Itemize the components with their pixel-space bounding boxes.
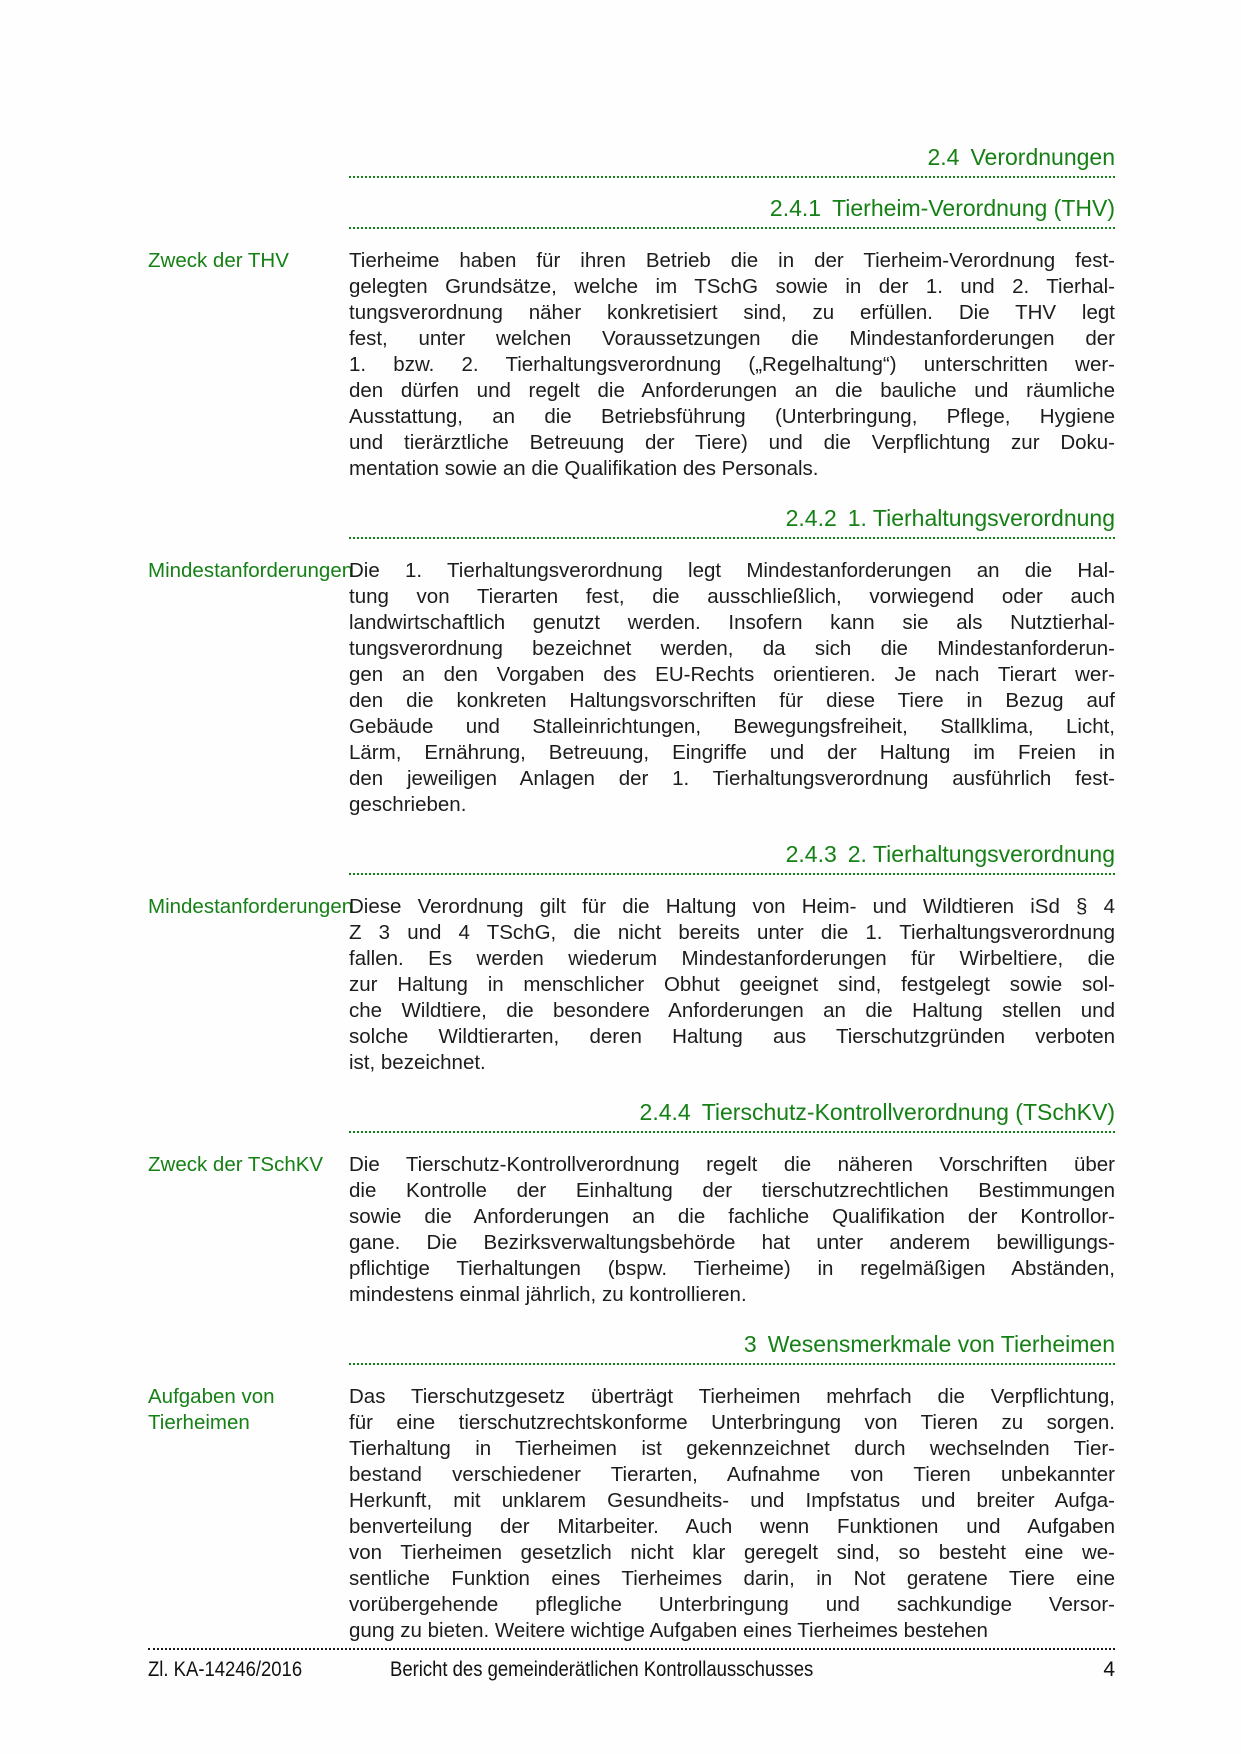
section-number: 2.4.2 [785,505,837,531]
text-line: geschrieben. [349,793,467,816]
section-heading-2-4-4 [349,1099,1115,1133]
text-line: fallen. Es werden wiederum Mindestanforderungen für Wirbeltiere, die [349,947,1115,970]
section-number: 2.4.4 [639,1099,691,1125]
text-line: Tierheime haben für ihren Betrieb die in der Tierheim-Verordnung fest- [349,249,1115,272]
text-line: tungsverordnung bezeichnet werden, da sich die Mindestanforderun- [349,637,1115,660]
text-line: den jeweiligen Anlagen der 1. Tierhaltungsverordnung ausführlich fest- [349,767,1115,790]
text-line: Diese Verordnung gilt für die Haltung von Heim- und Wildtieren iSd § 4 [349,895,1115,918]
margin-label-mindestanforderungen-2: Mindestanforderungen [148,895,354,918]
text-line: mentation sowie an die Qualifikation des Personals. [349,457,819,480]
text-line: solche Wildtierarten, deren Haltung aus Tierschutzgründen verboten [349,1025,1115,1048]
content-block-aufgaben [148,1384,1115,1644]
text-line: gane. Die Bezirksverwaltungsbehörde hat unter anderem bewilligungs- [349,1231,1115,1254]
text-line: Herkunft, mit unklarem Gesundheits- und Impfstatus und breiter Aufga- [349,1489,1115,1512]
section-title: 1. Tierhaltungsverordnung [847,505,1115,531]
text-line: die Kontrolle der Einhaltung der tierschutzrechtlichen Bestimmungen [349,1179,1115,1202]
text-line: mindestens einmal jährlich, zu kontrollieren. [349,1283,747,1306]
content-block-mindestanforderungen-1 [148,558,1115,818]
text-line: che Wildtiere, die besondere Anforderungen an die Haltung stellen und [349,999,1115,1022]
text-line: fest, unter welchen Voraussetzungen die Mindestanforderungen der [349,327,1115,350]
section-number: 2.4 [927,144,960,170]
section-number: 2.4.3 [785,841,837,867]
content-block-zweck-thv [148,248,1115,482]
section-heading-2-4 [349,144,1115,178]
text-line: tung von Tierarten fest, die ausschließlich, vorwiegend oder auch [349,585,1115,608]
section-title: Tierschutz-Kontrollverordnung (TSchKV) [701,1099,1115,1125]
text-line: Gebäude und Stalleinrichtungen, Bewegungsfreiheit, Stallklima, Licht, [349,715,1115,738]
paragraph-1-tierhaltungsverordnung [349,558,1115,818]
section-title: 2. Tierhaltungsverordnung [847,841,1115,867]
margin-label-line: Tierheimen [148,1411,250,1434]
section-heading-2-4-1 [349,195,1115,229]
text-line: den dürfen und regelt die Anforderungen an die bauliche und räumliche [349,379,1115,402]
text-line: gung zu bieten. Weitere wichtige Aufgaben eines Tierheimes bestehen [349,1619,988,1642]
text-line: Tierhaltung in Tierheimen ist gekennzeichnet durch wechselnden Tier- [349,1437,1115,1460]
footer-divider [148,1648,1115,1650]
section-heading-2-4-3 [349,841,1115,875]
section-heading-2-4-2 [349,505,1115,539]
section-heading-3 [349,1331,1115,1365]
margin-label-zweck-thv: Zweck der THV [148,249,289,272]
text-line: bestand verschiedener Tierarten, Aufnahme von Tieren unbekannter [349,1463,1115,1486]
text-line: 1. bzw. 2. Tierhaltungsverordnung („Regelhaltung“) unterschritten wer- [349,353,1115,376]
text-line: tungsverordnung näher konkretisiert sind, zu erfüllen. Die THV legt [349,301,1115,324]
margin-label-aufgaben [148,1384,349,1644]
paragraph-tierschutz-kontrollverordnung [349,1152,1115,1308]
text-line: landwirtschaftlich genutzt werden. Insofern kann sie als Nutztierhal- [349,611,1115,634]
text-line: Z 3 und 4 TSchG, die nicht bereits unter die 1. Tierhaltungsverordnung [349,921,1115,944]
page-content [148,144,1115,1644]
text-line: Lärm, Ernährung, Betreuung, Eingriffe und der Haltung im Freien in [349,741,1115,764]
footer-report-title: Bericht des gemeinderätlichen Kontrollausschusses [390,1658,814,1681]
margin-label-line: Aufgaben von [148,1385,275,1408]
text-line: den die konkreten Haltungsvorschriften für diese Tiere in Bezug auf [349,689,1115,712]
paragraph-2-tierhaltungsverordnung [349,894,1115,1076]
section-number: 2.4.1 [769,195,822,221]
text-line: von Tierheimen gesetzlich nicht klar geregelt sind, so besteht eine we- [349,1541,1115,1564]
content-block-zweck-tschkv [148,1152,1115,1308]
paragraph-wesensmerkmale [349,1384,1115,1644]
text-line: Die Tierschutz-Kontrollverordnung regelt die näheren Vorschriften über [349,1153,1115,1176]
text-line: zur Haltung in menschlicher Obhut geeignet sind, festgelegt sowie sol- [349,973,1115,996]
footer-reference-number: Zl. KA-14246/2016 [148,1658,303,1681]
footer-row [148,1657,1115,1683]
section-title: Verordnungen [970,144,1115,170]
text-line: Ausstattung, an die Betriebsführung (Unterbringung, Pflege, Hygiene [349,405,1115,428]
text-line: für eine tierschutzrechtskonforme Unterbringung von Tieren zu sorgen. [349,1411,1115,1434]
text-line: pflichtige Tierhaltungen (bspw. Tierheime) in regelmäßigen Abständen, [349,1257,1115,1280]
footer-page-number: 4 [1103,1658,1115,1681]
section-title: Tierheim-Verordnung (THV) [832,195,1115,221]
margin-label-mindestanforderungen-1: Mindestanforderungen [148,559,354,582]
text-line: benverteilung der Mitarbeiter. Auch wenn Funktionen und Aufgaben [349,1515,1115,1538]
content-block-mindestanforderungen-2 [148,894,1115,1076]
page-footer [148,1648,1115,1683]
text-line: sentliche Funktion eines Tierheimes darin, in Not geratene Tiere eine [349,1567,1115,1590]
text-line: Die 1. Tierhaltungsverordnung legt Mindestanforderungen an die Hal- [349,559,1115,582]
text-line: Das Tierschutzgesetz überträgt Tierheimen mehrfach die Verpflichtung, [349,1385,1115,1408]
text-line: gen an den Vorgaben des EU-Rechts orientieren. Je nach Tierart wer- [349,663,1115,686]
text-line: gelegten Grundsätze, welche im TSchG sowie in der 1. und 2. Tierhal- [349,275,1115,298]
paragraph-zweck-thv [349,248,1115,482]
section-title: Wesensmerkmale von Tierheimen [767,1331,1115,1357]
text-line: und tierärztliche Betreuung der Tiere) und die Verpflichtung zur Doku- [349,431,1115,454]
text-line: ist, bezeichnet. [349,1051,486,1074]
text-line: sowie die Anforderungen an die fachliche Qualifikation der Kontrollor- [349,1205,1115,1228]
margin-label-zweck-tschkv: Zweck der TSchKV [148,1153,324,1176]
section-number: 3 [743,1331,757,1357]
text-line: vorübergehende pflegliche Unterbringung und sachkundige Versor- [349,1593,1115,1616]
